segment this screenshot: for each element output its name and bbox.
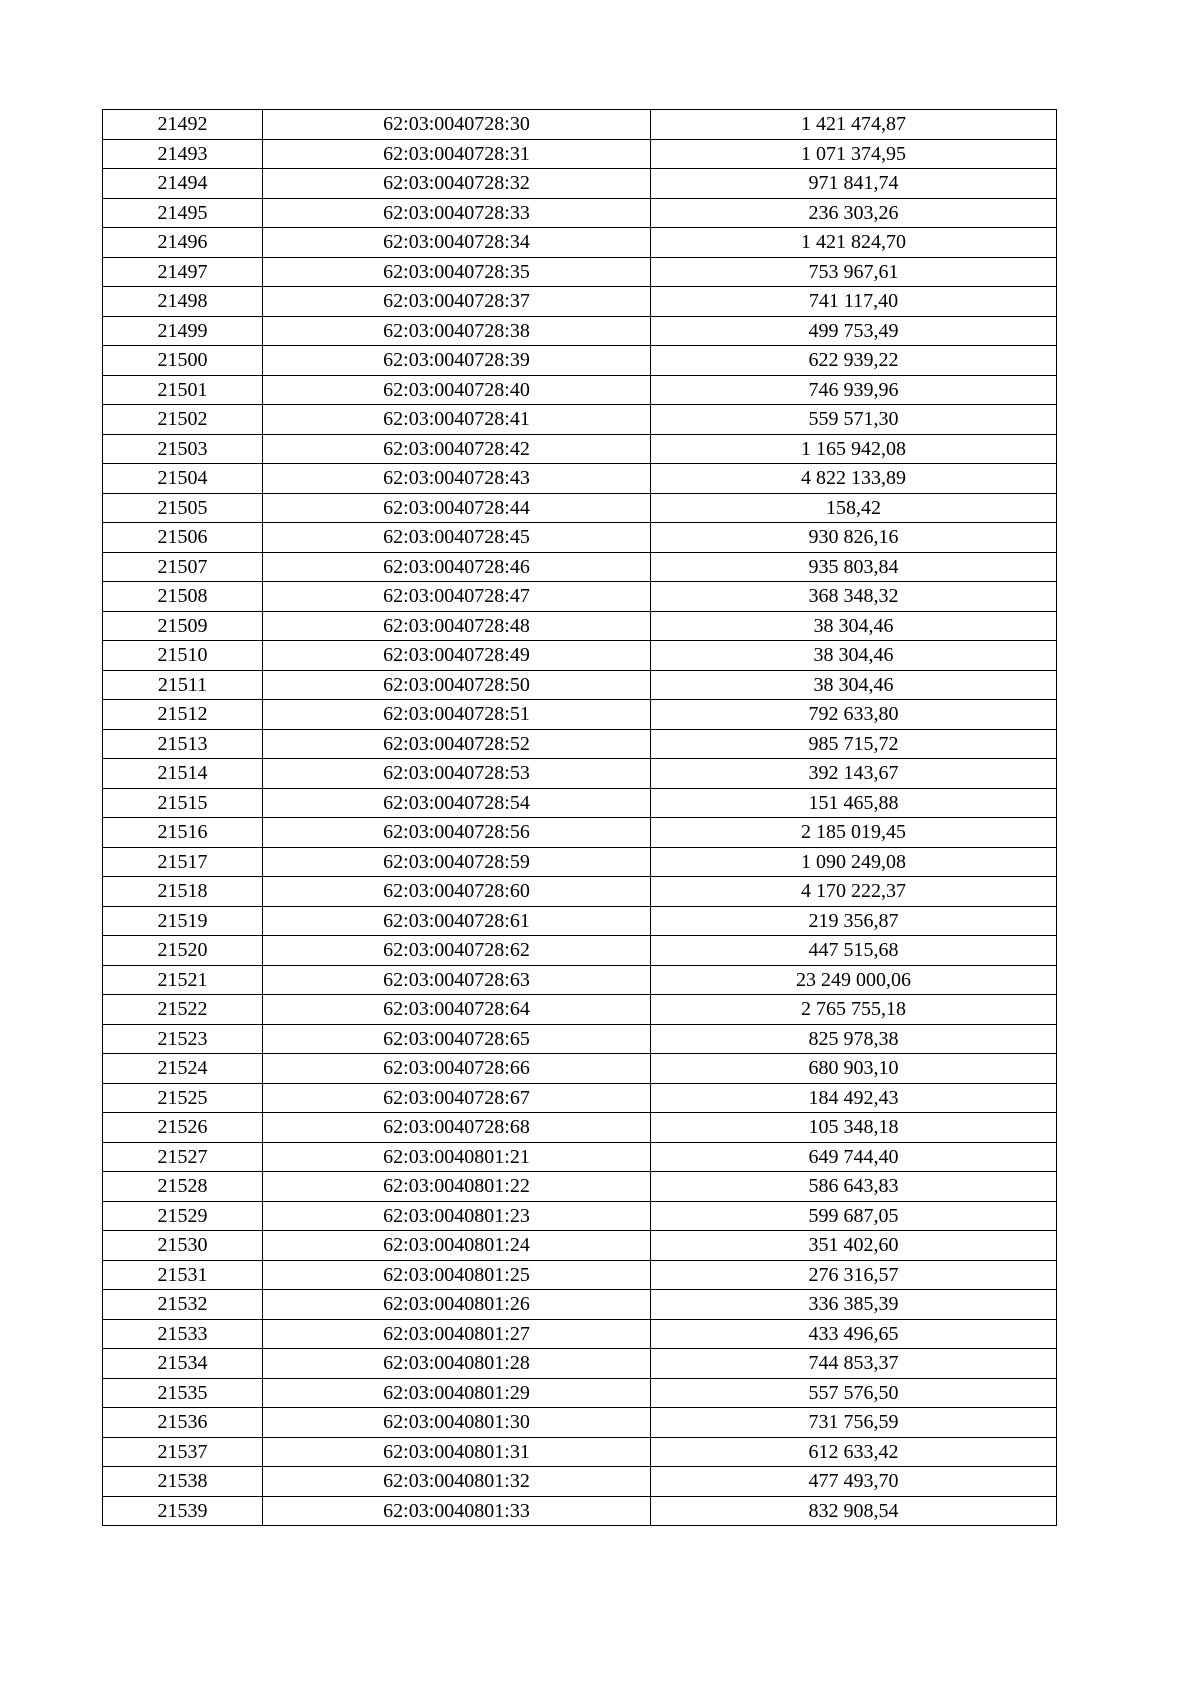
cadastral-value-cell: 392 143,67 [651, 759, 1057, 789]
cadastral-value-cell: 586 643,83 [651, 1172, 1057, 1202]
row-number-cell: 21521 [103, 965, 263, 995]
row-number-cell: 21535 [103, 1378, 263, 1408]
cadastral-value-table [102, 109, 1057, 1526]
cadastral-number-cell: 62:03:0040801:28 [263, 1349, 651, 1379]
cadastral-value-cell: 1 090 249,08 [651, 847, 1057, 877]
row-number-cell: 21527 [103, 1142, 263, 1172]
row-number-cell: 21528 [103, 1172, 263, 1202]
row-number-cell: 21519 [103, 906, 263, 936]
cadastral-number-cell: 62:03:0040728:37 [263, 287, 651, 317]
row-number-cell: 21510 [103, 641, 263, 671]
row-number-cell: 21492 [103, 110, 263, 140]
row-number-cell: 21539 [103, 1496, 263, 1526]
cadastral-number-cell: 62:03:0040728:32 [263, 169, 651, 199]
row-number-cell: 21502 [103, 405, 263, 435]
table-row [103, 995, 1057, 1025]
row-number-cell: 21507 [103, 552, 263, 582]
table-row [103, 1378, 1057, 1408]
cadastral-number-cell: 62:03:0040728:44 [263, 493, 651, 523]
cadastral-number-cell: 62:03:0040728:42 [263, 434, 651, 464]
row-number-cell: 21524 [103, 1054, 263, 1084]
cadastral-number-cell: 62:03:0040728:48 [263, 611, 651, 641]
cadastral-number-cell: 62:03:0040728:65 [263, 1024, 651, 1054]
cadastral-value-cell: 971 841,74 [651, 169, 1057, 199]
table-row [103, 1290, 1057, 1320]
cadastral-value-cell: 236 303,26 [651, 198, 1057, 228]
cadastral-number-cell: 62:03:0040728:62 [263, 936, 651, 966]
row-number-cell: 21506 [103, 523, 263, 553]
table-row [103, 434, 1057, 464]
cadastral-number-cell: 62:03:0040728:63 [263, 965, 651, 995]
cadastral-value-cell: 1 165 942,08 [651, 434, 1057, 464]
table-row [103, 965, 1057, 995]
row-number-cell: 21500 [103, 346, 263, 376]
row-number-cell: 21538 [103, 1467, 263, 1497]
cadastral-value-cell: 1 071 374,95 [651, 139, 1057, 169]
cadastral-value-cell: 38 304,46 [651, 611, 1057, 641]
cadastral-number-cell: 62:03:0040801:22 [263, 1172, 651, 1202]
table-row [103, 788, 1057, 818]
cadastral-number-cell: 62:03:0040728:34 [263, 228, 651, 258]
row-number-cell: 21499 [103, 316, 263, 346]
row-number-cell: 21512 [103, 700, 263, 730]
cadastral-value-cell: 649 744,40 [651, 1142, 1057, 1172]
cadastral-value-cell: 4 822 133,89 [651, 464, 1057, 494]
cadastral-number-cell: 62:03:0040801:21 [263, 1142, 651, 1172]
row-number-cell: 21494 [103, 169, 263, 199]
cadastral-number-cell: 62:03:0040728:31 [263, 139, 651, 169]
table-row [103, 1260, 1057, 1290]
row-number-cell: 21504 [103, 464, 263, 494]
table-row [103, 523, 1057, 553]
cadastral-number-cell: 62:03:0040728:68 [263, 1113, 651, 1143]
table-row [103, 1113, 1057, 1143]
table-row [103, 582, 1057, 612]
cadastral-number-cell: 62:03:0040801:30 [263, 1408, 651, 1438]
cadastral-value-cell: 680 903,10 [651, 1054, 1057, 1084]
cadastral-value-cell: 599 687,05 [651, 1201, 1057, 1231]
cadastral-number-cell: 62:03:0040728:52 [263, 729, 651, 759]
table-row [103, 1496, 1057, 1526]
table-row [103, 1408, 1057, 1438]
row-number-cell: 21523 [103, 1024, 263, 1054]
cadastral-value-cell: 753 967,61 [651, 257, 1057, 287]
row-number-cell: 21520 [103, 936, 263, 966]
table-row [103, 198, 1057, 228]
table-row [103, 906, 1057, 936]
cadastral-value-cell: 477 493,70 [651, 1467, 1057, 1497]
cadastral-value-cell: 741 117,40 [651, 287, 1057, 317]
table-row [103, 670, 1057, 700]
table-row [103, 169, 1057, 199]
cadastral-number-cell: 62:03:0040728:53 [263, 759, 651, 789]
row-number-cell: 21495 [103, 198, 263, 228]
cadastral-number-cell: 62:03:0040728:56 [263, 818, 651, 848]
cadastral-number-cell: 62:03:0040728:46 [263, 552, 651, 582]
table-row [103, 1467, 1057, 1497]
cadastral-value-cell: 985 715,72 [651, 729, 1057, 759]
row-number-cell: 21514 [103, 759, 263, 789]
cadastral-value-cell: 1 421 474,87 [651, 110, 1057, 140]
table-row [103, 110, 1057, 140]
row-number-cell: 21501 [103, 375, 263, 405]
table-row [103, 257, 1057, 287]
cadastral-number-cell: 62:03:0040801:24 [263, 1231, 651, 1261]
table-row [103, 287, 1057, 317]
row-number-cell: 21531 [103, 1260, 263, 1290]
cadastral-number-cell: 62:03:0040728:30 [263, 110, 651, 140]
row-number-cell: 21497 [103, 257, 263, 287]
cadastral-value-cell: 832 908,54 [651, 1496, 1057, 1526]
cadastral-value-cell: 935 803,84 [651, 552, 1057, 582]
row-number-cell: 21516 [103, 818, 263, 848]
cadastral-value-cell: 746 939,96 [651, 375, 1057, 405]
cadastral-value-cell: 2 185 019,45 [651, 818, 1057, 848]
cadastral-number-cell: 62:03:0040728:47 [263, 582, 651, 612]
table-body [103, 110, 1057, 1526]
row-number-cell: 21508 [103, 582, 263, 612]
cadastral-number-cell: 62:03:0040801:23 [263, 1201, 651, 1231]
cadastral-value-cell: 4 170 222,37 [651, 877, 1057, 907]
cadastral-value-cell: 351 402,60 [651, 1231, 1057, 1261]
cadastral-number-cell: 62:03:0040728:60 [263, 877, 651, 907]
table-row [103, 936, 1057, 966]
cadastral-number-cell: 62:03:0040728:54 [263, 788, 651, 818]
cadastral-number-cell: 62:03:0040728:49 [263, 641, 651, 671]
cadastral-number-cell: 62:03:0040728:61 [263, 906, 651, 936]
cadastral-value-cell: 447 515,68 [651, 936, 1057, 966]
cadastral-value-cell: 23 249 000,06 [651, 965, 1057, 995]
row-number-cell: 21517 [103, 847, 263, 877]
table-row [103, 1349, 1057, 1379]
table-row [103, 847, 1057, 877]
table-row [103, 1437, 1057, 1467]
row-number-cell: 21530 [103, 1231, 263, 1261]
table-row [103, 700, 1057, 730]
cadastral-number-cell: 62:03:0040801:27 [263, 1319, 651, 1349]
row-number-cell: 21536 [103, 1408, 263, 1438]
table-row [103, 1083, 1057, 1113]
row-number-cell: 21533 [103, 1319, 263, 1349]
table-row [103, 375, 1057, 405]
cadastral-number-cell: 62:03:0040728:39 [263, 346, 651, 376]
cadastral-value-cell: 559 571,30 [651, 405, 1057, 435]
table-row [103, 346, 1057, 376]
cadastral-number-cell: 62:03:0040801:26 [263, 1290, 651, 1320]
table-row [103, 1231, 1057, 1261]
row-number-cell: 21522 [103, 995, 263, 1025]
cadastral-number-cell: 62:03:0040728:33 [263, 198, 651, 228]
row-number-cell: 21511 [103, 670, 263, 700]
cadastral-value-cell: 219 356,87 [651, 906, 1057, 936]
cadastral-value-cell: 1 421 824,70 [651, 228, 1057, 258]
cadastral-number-cell: 62:03:0040728:66 [263, 1054, 651, 1084]
row-number-cell: 21515 [103, 788, 263, 818]
table-row [103, 729, 1057, 759]
table-row [103, 228, 1057, 258]
cadastral-number-cell: 62:03:0040728:45 [263, 523, 651, 553]
cadastral-number-cell: 62:03:0040801:25 [263, 1260, 651, 1290]
table-row [103, 611, 1057, 641]
row-number-cell: 21518 [103, 877, 263, 907]
cadastral-number-cell: 62:03:0040801:31 [263, 1437, 651, 1467]
table-row [103, 464, 1057, 494]
table-row [103, 405, 1057, 435]
row-number-cell: 21525 [103, 1083, 263, 1113]
cadastral-value-cell: 368 348,32 [651, 582, 1057, 612]
row-number-cell: 21509 [103, 611, 263, 641]
row-number-cell: 21505 [103, 493, 263, 523]
table-row [103, 316, 1057, 346]
table-row [103, 1054, 1057, 1084]
cadastral-value-cell: 731 756,59 [651, 1408, 1057, 1438]
cadastral-value-cell: 336 385,39 [651, 1290, 1057, 1320]
cadastral-number-cell: 62:03:0040728:59 [263, 847, 651, 877]
cadastral-value-cell: 105 348,18 [651, 1113, 1057, 1143]
cadastral-number-cell: 62:03:0040728:38 [263, 316, 651, 346]
table-row [103, 877, 1057, 907]
row-number-cell: 21503 [103, 434, 263, 464]
table-row [103, 1024, 1057, 1054]
cadastral-value-cell: 276 316,57 [651, 1260, 1057, 1290]
cadastral-value-cell: 184 492,43 [651, 1083, 1057, 1113]
cadastral-value-cell: 433 496,65 [651, 1319, 1057, 1349]
row-number-cell: 21534 [103, 1349, 263, 1379]
table-row [103, 818, 1057, 848]
table-row [103, 1142, 1057, 1172]
table-row [103, 552, 1057, 582]
cadastral-number-cell: 62:03:0040728:35 [263, 257, 651, 287]
cadastral-number-cell: 62:03:0040801:32 [263, 1467, 651, 1497]
cadastral-number-cell: 62:03:0040728:43 [263, 464, 651, 494]
cadastral-value-cell: 622 939,22 [651, 346, 1057, 376]
cadastral-number-cell: 62:03:0040801:33 [263, 1496, 651, 1526]
cadastral-number-cell: 62:03:0040728:67 [263, 1083, 651, 1113]
cadastral-value-cell: 2 765 755,18 [651, 995, 1057, 1025]
cadastral-number-cell: 62:03:0040801:29 [263, 1378, 651, 1408]
cadastral-value-cell: 38 304,46 [651, 641, 1057, 671]
cadastral-number-cell: 62:03:0040728:50 [263, 670, 651, 700]
cadastral-value-cell: 930 826,16 [651, 523, 1057, 553]
row-number-cell: 21537 [103, 1437, 263, 1467]
table-row [103, 759, 1057, 789]
cadastral-value-cell: 557 576,50 [651, 1378, 1057, 1408]
table-row [103, 1319, 1057, 1349]
cadastral-number-cell: 62:03:0040728:40 [263, 375, 651, 405]
row-number-cell: 21529 [103, 1201, 263, 1231]
table-row [103, 1172, 1057, 1202]
row-number-cell: 21493 [103, 139, 263, 169]
cadastral-number-cell: 62:03:0040728:64 [263, 995, 651, 1025]
cadastral-value-cell: 792 633,80 [651, 700, 1057, 730]
cadastral-value-cell: 38 304,46 [651, 670, 1057, 700]
table-row [103, 139, 1057, 169]
table-row [103, 493, 1057, 523]
cadastral-value-cell: 744 853,37 [651, 1349, 1057, 1379]
row-number-cell: 21496 [103, 228, 263, 258]
cadastral-value-cell: 825 978,38 [651, 1024, 1057, 1054]
cadastral-number-cell: 62:03:0040728:41 [263, 405, 651, 435]
table-row [103, 641, 1057, 671]
row-number-cell: 21526 [103, 1113, 263, 1143]
cadastral-number-cell: 62:03:0040728:51 [263, 700, 651, 730]
cadastral-value-cell: 151 465,88 [651, 788, 1057, 818]
cadastral-value-cell: 499 753,49 [651, 316, 1057, 346]
table-row [103, 1201, 1057, 1231]
row-number-cell: 21513 [103, 729, 263, 759]
cadastral-value-cell: 158,42 [651, 493, 1057, 523]
cadastral-value-cell: 612 633,42 [651, 1437, 1057, 1467]
row-number-cell: 21498 [103, 287, 263, 317]
row-number-cell: 21532 [103, 1290, 263, 1320]
